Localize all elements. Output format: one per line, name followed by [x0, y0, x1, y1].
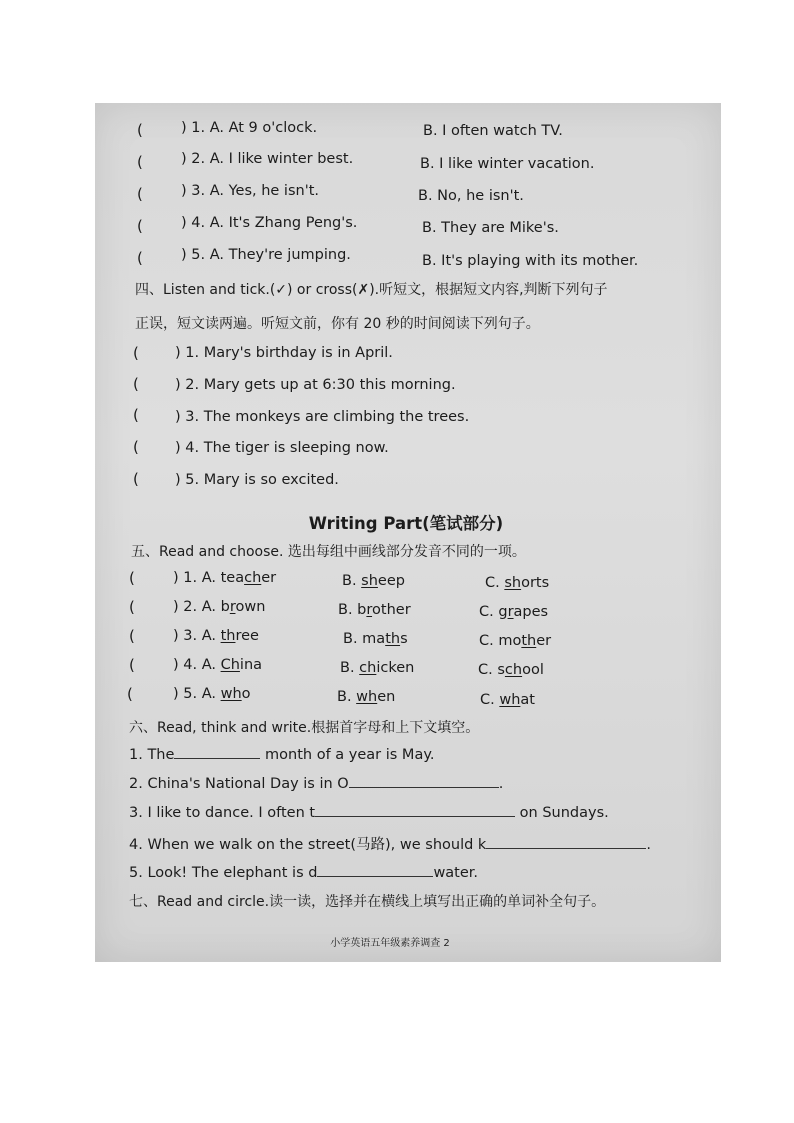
answer-blank[interactable]	[174, 744, 260, 759]
question-option-a: ) 5. A. They're jumping.	[181, 247, 351, 263]
section4-heading: 四、Listen and tick.(✓) or cross(✗).听短文，根据短文内容,判断下列句子	[135, 282, 608, 298]
answer-bracket: (	[129, 598, 135, 616]
fill-in-sentence-5: 5. Look! The elephant is d water.	[129, 862, 478, 881]
phonics-option-a: ) 1. A. teacher	[173, 570, 277, 586]
phonics-option-b: B. brother	[338, 602, 411, 618]
question-option-b: B. I like winter vacation.	[420, 156, 595, 172]
answer-bracket: (	[133, 438, 139, 456]
answer-bracket: (	[137, 217, 143, 235]
answer-bracket: (	[127, 685, 133, 703]
statement: ) 1. Mary's birthday is in April.	[175, 345, 393, 361]
page-footer: 小学英语五年级素养调查 2	[330, 938, 450, 949]
question-option-b: B. It's playing with its mother.	[422, 253, 639, 269]
fill-in-sentence-1: 1. The month of a year is May.	[129, 744, 434, 763]
phonics-option-c: C. grapes	[479, 604, 549, 620]
phonics-option-b: B. when	[337, 689, 396, 705]
phonics-option-b: B. maths	[343, 631, 408, 647]
question-option-b: B. I often watch TV.	[423, 123, 563, 139]
answer-bracket: (	[129, 627, 135, 645]
fill-in-sentence-3: 3. I like to dance. I often t on Sundays.	[129, 802, 609, 821]
question-option-a: ) 1. A. At 9 o'clock.	[181, 120, 318, 136]
phonics-option-c: C. what	[480, 692, 535, 708]
phonics-option-c: C. school	[478, 662, 544, 678]
answer-blank[interactable]	[486, 834, 646, 849]
phonics-option-a: ) 5. A. who	[173, 686, 251, 702]
answer-bracket: (	[129, 656, 135, 674]
answer-blank[interactable]	[317, 862, 433, 877]
answer-bracket: (	[137, 121, 143, 139]
question-option-a: ) 3. A. Yes, he isn't.	[181, 183, 319, 199]
phonics-option-c: C. shorts	[485, 575, 550, 591]
answer-bracket: (	[133, 344, 139, 362]
phonics-option-a: ) 3. A. three	[173, 628, 259, 644]
question-option-a: ) 4. A. It's Zhang Peng's.	[181, 215, 358, 231]
section5-heading: 五、Read and choose. 选出每组中画线部分发音不同的一项。	[131, 544, 526, 560]
statement: ) 4. The tiger is sleeping now.	[175, 440, 389, 456]
phonics-option-c: C. mother	[479, 633, 552, 649]
answer-blank[interactable]	[315, 802, 515, 817]
statement: ) 3. The monkeys are climbing the trees.	[175, 409, 470, 425]
answer-bracket: (	[137, 249, 143, 267]
answer-bracket: (	[133, 375, 139, 393]
section4-heading-line2: 正误，短文读两遍。听短文前，你有 20 秒的时间阅读下列句子。	[135, 316, 540, 332]
answer-bracket: (	[133, 470, 139, 488]
answer-bracket: (	[129, 569, 135, 587]
phonics-option-b: B. chicken	[340, 660, 415, 676]
answer-bracket: (	[137, 153, 143, 171]
answer-bracket: (	[133, 406, 139, 424]
worksheet-page	[95, 103, 721, 962]
question-option-a: ) 2. A. I like winter best.	[181, 151, 354, 167]
statement: ) 2. Mary gets up at 6:30 this morning.	[175, 377, 456, 393]
phonics-option-b: B. sheep	[342, 573, 405, 589]
section7-heading: 七、Read and circle.读一读，选择并在横线上填写出正确的单词补全句子。	[129, 894, 606, 910]
phonics-option-a: ) 2. A. brown	[173, 599, 266, 615]
writing-part-title: Writing Part(笔试部分)	[308, 514, 504, 533]
answer-blank[interactable]	[349, 773, 499, 788]
fill-in-sentence-2: 2. China's National Day is in O .	[129, 773, 503, 792]
question-option-b: B. They are Mike's.	[422, 220, 559, 236]
statement: ) 5. Mary is so excited.	[175, 472, 339, 488]
question-option-b: B. No, he isn't.	[418, 188, 524, 204]
section6-heading: 六、Read, think and write.根据首字母和上下文填空。	[129, 720, 480, 736]
fill-in-sentence-4: 4. When we walk on the street(马路), we should k .	[129, 833, 651, 854]
answer-bracket: (	[137, 185, 143, 203]
phonics-option-a: ) 4. A. China	[173, 657, 263, 673]
